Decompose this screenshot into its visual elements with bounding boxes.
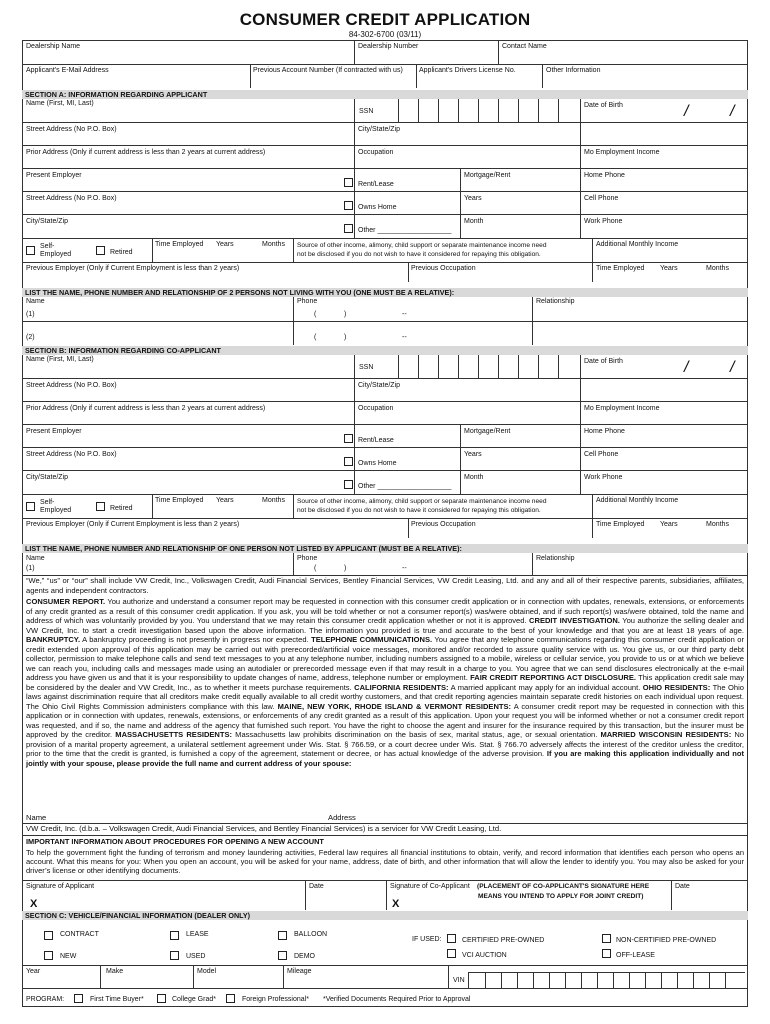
occupation-field[interactable]: Occupation	[358, 405, 394, 412]
vci-auction-checkbox[interactable]	[447, 949, 456, 958]
other-info-field[interactable]: Other Information	[546, 67, 601, 74]
street-field[interactable]: Street Address (No P.O. Box)	[26, 126, 117, 133]
employer-city-field[interactable]: City/State/Zip	[26, 474, 69, 481]
college-grad-checkbox[interactable]	[157, 994, 166, 1003]
mo-income-field[interactable]: Mo Employment Income	[584, 149, 660, 156]
self-employed-checkbox[interactable]	[26, 246, 35, 255]
co-applicant-date-field[interactable]: Date	[675, 883, 690, 890]
first-time-buyer-checkbox[interactable]	[74, 994, 83, 1003]
rent-lease-checkbox[interactable]	[344, 434, 353, 443]
section-c-heading: SECTION C: VEHICLE/FINANCIAL INFORMATION (DEALER ONLY)	[22, 911, 748, 920]
co-applicant-signature-label: Signature of Co-Applicant	[390, 883, 470, 890]
college-grad-label: College Grad*	[172, 996, 216, 1003]
additional-income-field[interactable]: Additional Monthly Income	[596, 497, 679, 504]
vin-label: VIN	[453, 977, 465, 984]
years-field[interactable]: Years	[464, 195, 482, 202]
mortgage-rent-field[interactable]: Mortgage/Rent	[464, 172, 511, 179]
owns-home-label: Owns Home	[358, 204, 397, 211]
dealership-name-field[interactable]: Dealership Name	[26, 43, 81, 50]
phone-dash: --	[402, 565, 407, 572]
demo-checkbox[interactable]	[278, 951, 287, 960]
rent-lease-label: Rent/Lease	[358, 437, 394, 444]
time-employed-label: Time Employed	[155, 497, 204, 504]
retired-checkbox[interactable]	[96, 246, 105, 255]
applicant-signature-field[interactable]: X	[30, 898, 38, 910]
years-field[interactable]: Years	[464, 451, 482, 458]
dealership-number-field[interactable]: Dealership Number	[358, 43, 419, 50]
definitions-paragraph: “We,” “us” or “our” shall include VW Credit, Inc., Volkswagen Credit, Audi Financial Services, Bentley Financial Services, VW Credit Leasing, Ltd. and any and all of their respective parents, subsidiaries, affiliates, agents and independent contractors.	[26, 576, 744, 595]
relative-phone-label: Phone	[297, 555, 318, 562]
prev-time-employed-label: Time Employed	[596, 265, 645, 272]
date-slash: /	[730, 103, 735, 120]
prev-account-field[interactable]: Previous Account Number (If contracted with us)	[253, 67, 403, 74]
work-phone-field[interactable]: Work Phone	[584, 474, 623, 481]
spouse-name-field[interactable]: Name	[26, 813, 47, 822]
model-field[interactable]: Model	[197, 968, 217, 975]
street-field[interactable]: Street Address (No P.O. Box)	[26, 382, 117, 389]
co-applicant-signature-field[interactable]: X	[392, 898, 400, 910]
lease-label: LEASE	[186, 931, 209, 938]
owns-home-checkbox[interactable]	[344, 457, 353, 466]
phone-paren: (	[314, 565, 317, 572]
owns-home-label: Owns Home	[358, 460, 397, 467]
placement-note: (PLACEMENT OF CO-APPLICANT'S SIGNATURE HERE	[477, 883, 650, 890]
relative-row-1[interactable]: (1)	[26, 311, 35, 318]
section-b-heading: SECTION B: INFORMATION REGARDING CO-APPLICANT	[22, 346, 748, 355]
phone-dash: --	[402, 334, 407, 341]
retired-label: Retired	[110, 249, 133, 256]
section-a-heading: SECTION A: INFORMATION REGARDING APPLICANT	[22, 90, 748, 99]
relative-relationship-label: Relationship	[536, 298, 575, 305]
previous-occupation-field[interactable]: Previous Occupation	[411, 265, 476, 272]
city-state-zip-field[interactable]: City/State/Zip	[358, 382, 401, 389]
time-years-field[interactable]: Years	[216, 241, 234, 248]
source-income-note: Source of other income, alimony, child support or separate maintenance income need	[297, 498, 547, 505]
other-housing-label: Other ___________________	[358, 483, 452, 490]
important-heading: IMPORTANT INFORMATION ABOUT PROCEDURES FOR OPENING A NEW ACCOUNT	[26, 837, 324, 846]
cpo-checkbox[interactable]	[447, 934, 456, 943]
cell-phone-field[interactable]: Cell Phone	[584, 451, 619, 458]
servicer-note: VW Credit, Inc. (d.b.a. – Volkswagen Credit, Audi Financial Services, and Bentley Financial Services) is a servicer for VW Credit Leasing, Ltd.	[26, 824, 502, 833]
self-employed-label: Self- Employed	[40, 499, 72, 514]
disclosures-paragraph: CONSUMER REPORT. You authorize and understand a consumer report may be requested in connection with this consumer credit application or in connection with updates, renewals, extensions, or enforcements of any credit granted as a result of this consumer credit application. If you ask, you will be told whether or not a consumer report(s) was/were obtained, and if such report(s) was/were obtained, told the name and address of which was voluntarily provided by you. You understand that we may retain this consumer credit application whether or not it is approved. CREDIT INVESTIGATION. You authorize the selling dealer and VW Credit, Inc. to start a credit investigation based upon the above information. The information you provided is true and accurate to the best of your knowledge and that you are at least 18 years of age. BANKRUPTCY. A bankruptcy proceeding is not presently in progress nor expected. TELEPHONE COMMUNICATIONS. You agree that any telephone communications regarding this consumer credit application or credit extended upon approval of this application may be carried out with prerecorded/artificial voice messages, monitored and/or recorded to assure quality service with us. You give us, or our third party debt collector, permission to make telephone calls and send text messages to you at any telephone number, including numbers assigned to a mobile, wireless or cellular service, you provide to us or at which we believe we can reach you, including calls and messages made using an autodialer or prerecorded message even if that may result in a charge to you. You agree that we can send disclosures electronically at the e-mail address you have given us and that it is your responsibility to update changes of name, address, telephone number or employment. FAIR CREDIT REPORTING ACT DISCLOSURE. This application credit sale may be considered by the dealer and VW Credit, Inc., as to whether it meets purchase requirements. CALIFORNIA RESIDENTS: A married applicant may apply for an individual account. OHIO RESIDENTS: The Ohio laws against discrimination require that all creditors make credit equally available to all credit worthy customers, and that credit reporting agencies maintain separate credit histories on each individual upon request. The Ohio Civil Rights Commission administers compliance with this law. MAINE, NEW YORK, RHODE ISLAND & VERMONT RESIDENTS: A consumer credit report may be requested in connection with this application or in connection with updates, renewals, extensions, or enforcements of any credit granted as a result of this application. Upon your request you will be informed whether or not a consumer credit report was requested, and if so, the name and address of the agency that furnished such report. You have the right to choose the agent and insurer for the insurance required by this transaction, but the insurer must be approved by the creditor. MASSACHUSETTS RESIDENTS: Massachusetts law prohibits discrimination on the basis of sex, marital status, age, or sexual orientation. MARRIED WISCONSIN RESIDENTS: No provision of a marital property agreement, a unilateral settlement agreement under Wis. Stat. § 766.59, or a court decree under Wis. Stat. § 766.70 adversely affects the interest of the creditor unless the creditor, prior to the time that the credit is granted, is furnished a copy of the agreement, statement or decree, or has actual knowledge of the adverse provision. If you are making this application individually and not jointly with your spouse, please provide the full name and current address of your spouse:	[26, 597, 744, 768]
used-checkbox[interactable]	[170, 951, 179, 960]
rent-lease-label: Rent/Lease	[358, 181, 394, 188]
demo-label: DEMO	[294, 953, 315, 960]
employer-street-field[interactable]: Street Address (No P.O. Box)	[26, 451, 117, 458]
time-years-field[interactable]: Years	[216, 497, 234, 504]
prev-months-field[interactable]: Months	[706, 521, 729, 528]
off-lease-checkbox[interactable]	[602, 949, 611, 958]
applicant-signature-label: Signature of Applicant	[26, 883, 95, 890]
placement-note-2: MEANS YOU INTEND TO APPLY FOR JOINT CREDIT)	[478, 893, 644, 900]
relative-name-label: Name	[26, 555, 45, 562]
dob-field[interactable]: Date of Birth	[584, 102, 623, 109]
balloon-label: BALLOON	[294, 931, 328, 938]
prior-address-field[interactable]: Prior Address (Only if current address is less than 2 years at current address)	[26, 405, 266, 412]
relative-row-1[interactable]: (1)	[26, 565, 35, 572]
home-phone-field[interactable]: Home Phone	[584, 428, 625, 435]
time-employed-label: Time Employed	[155, 241, 204, 248]
non-cpo-checkbox[interactable]	[602, 934, 611, 943]
lease-checkbox[interactable]	[170, 931, 179, 940]
city-state-zip-field[interactable]: City/State/Zip	[358, 126, 401, 133]
additional-income-field[interactable]: Additional Monthly Income	[596, 241, 679, 248]
vci-auction-label: VCI AUCTION	[462, 952, 507, 959]
ssn-boxes[interactable]	[378, 99, 578, 122]
email-field[interactable]: Applicant's E-Mail Address	[26, 67, 109, 74]
non-cpo-label: NON-CERTIFIED PRE-OWNED	[616, 937, 717, 944]
phone-paren: (	[314, 334, 317, 341]
phone-paren: (	[314, 311, 317, 318]
important-text: To help the government fight the funding of terrorism and money laundering activities, Federal law requires all financial institutions to obtain, verify, and record information that identifies each person who opens an account. What this means for you: When you open an account, you will be asked for your name, address, date of birth, and other information that will allow the lender to identify you. You may also be asked for your driver’s license or other identifying documents.	[26, 848, 744, 875]
home-phone-field[interactable]: Home Phone	[584, 172, 625, 179]
relative-phone-label: Phone	[297, 298, 318, 305]
mo-income-field[interactable]: Mo Employment Income	[584, 405, 660, 412]
retired-checkbox[interactable]	[96, 502, 105, 511]
cpo-label: CERTIFIED PRE-OWNED	[462, 937, 545, 944]
first-time-buyer-label: First Time Buyer*	[90, 996, 144, 1003]
ssn-label: SSN	[359, 108, 374, 115]
prev-months-field[interactable]: Months	[706, 265, 729, 272]
foreign-professional-checkbox[interactable]	[226, 994, 235, 1003]
employer-street-field[interactable]: Street Address (No P.O. Box)	[26, 195, 117, 202]
vin-boxes[interactable]	[468, 972, 745, 989]
employer-city-field[interactable]: City/State/Zip	[26, 218, 69, 225]
if-used-label: IF USED:	[412, 936, 442, 943]
cell-phone-field[interactable]: Cell Phone	[584, 195, 619, 202]
prev-years-field[interactable]: Years	[660, 521, 678, 528]
prior-address-field[interactable]: Prior Address (Only if current address is less than 2 years at current address)	[26, 149, 266, 156]
phone-dash: --	[402, 311, 407, 318]
date-slash: /	[684, 359, 689, 376]
relative-row-2[interactable]: (2)	[26, 334, 35, 341]
prev-time-employed-label: Time Employed	[596, 521, 645, 528]
other-housing-checkbox[interactable]	[344, 480, 353, 489]
present-employer-field[interactable]: Present Employer	[26, 428, 82, 435]
occupation-field[interactable]: Occupation	[358, 149, 394, 156]
contract-checkbox[interactable]	[44, 931, 53, 940]
month-field[interactable]: Month	[464, 218, 484, 225]
source-income-note-2: not be disclosed if you do not wish to have it considered for repaying this obligation.	[297, 507, 541, 514]
relatives-a-heading: LIST THE NAME, PHONE NUMBER AND RELATIONSHIP OF 2 PERSONS NOT LIVING WITH YOU (ONE MUST BE A RELATIVE):	[22, 288, 748, 297]
previous-occupation-field[interactable]: Previous Occupation	[411, 521, 476, 528]
work-phone-field[interactable]: Work Phone	[584, 218, 623, 225]
applicant-name-field[interactable]: Name (First, MI, Last)	[26, 100, 94, 107]
foreign-professional-label: Foreign Professional*	[242, 996, 309, 1003]
new-label: NEW	[60, 953, 77, 960]
relatives-b-heading: LIST THE NAME, PHONE NUMBER AND RELATIONSHIP OF ONE PERSON NOT LISTED BY APPLICANT (MUST BE A RELATIVE):	[22, 544, 748, 553]
relative-name-label: Name	[26, 298, 45, 305]
retired-label: Retired	[110, 505, 133, 512]
source-income-note-2: not be disclosed if you do not wish to have it considered for repaying this obligation.	[297, 251, 541, 258]
time-months-field[interactable]: Months	[262, 241, 285, 248]
date-slash: /	[684, 103, 689, 120]
dob-field[interactable]: Date of Birth	[584, 358, 623, 365]
applicant-date-field[interactable]: Date	[309, 883, 324, 890]
contact-name-field[interactable]: Contact Name	[502, 43, 547, 50]
used-label: USED	[186, 953, 206, 960]
form-title: CONSUMER CREDIT APPLICATION	[239, 10, 531, 29]
form-number: 84-302-6700 (03/11)	[348, 30, 422, 39]
present-employer-field[interactable]: Present Employer	[26, 172, 82, 179]
contract-label: CONTRACT	[60, 931, 99, 938]
phone-paren: )	[344, 565, 347, 572]
make-field[interactable]: Make	[106, 968, 124, 975]
self-employed-checkbox[interactable]	[26, 502, 35, 511]
previous-employer-field[interactable]: Previous Employer (Only if Current Employment is less than 2 years)	[26, 265, 240, 272]
phone-paren: )	[344, 311, 347, 318]
mileage-field[interactable]: Mileage	[287, 968, 312, 975]
spouse-address-field[interactable]: Address	[328, 813, 356, 822]
mortgage-rent-field[interactable]: Mortgage/Rent	[464, 428, 511, 435]
other-housing-label: Other ___________________	[358, 227, 452, 234]
rent-lease-checkbox[interactable]	[344, 178, 353, 187]
date-slash: /	[730, 359, 735, 376]
legal-disclosure	[26, 576, 744, 768]
month-field[interactable]: Month	[464, 474, 484, 481]
ssn-label: SSN	[359, 364, 374, 371]
program-label: PROGRAM:	[26, 996, 65, 1003]
other-housing-checkbox[interactable]	[344, 224, 353, 233]
license-field[interactable]: Applicant's Drivers License No.	[419, 67, 516, 74]
ssn-boxes[interactable]	[378, 355, 578, 378]
year-field[interactable]: Year	[26, 968, 41, 975]
verified-documents-note: *Verified Documents Required Prior to Approval	[323, 996, 471, 1003]
previous-employer-field[interactable]: Previous Employer (Only if Current Employment is less than 2 years)	[26, 521, 240, 528]
owns-home-checkbox[interactable]	[344, 201, 353, 210]
prev-years-field[interactable]: Years	[660, 265, 678, 272]
relative-relationship-label: Relationship	[536, 555, 575, 562]
time-months-field[interactable]: Months	[262, 497, 285, 504]
source-income-note: Source of other income, alimony, child support or separate maintenance income need	[297, 242, 547, 249]
off-lease-label: OFF-LEASE	[616, 952, 655, 959]
phone-paren: )	[344, 334, 347, 341]
new-checkbox[interactable]	[44, 951, 53, 960]
co-applicant-name-field[interactable]: Name (First, MI, Last)	[26, 356, 94, 363]
self-employed-label: Self- Employed	[40, 243, 72, 258]
balloon-checkbox[interactable]	[278, 931, 287, 940]
